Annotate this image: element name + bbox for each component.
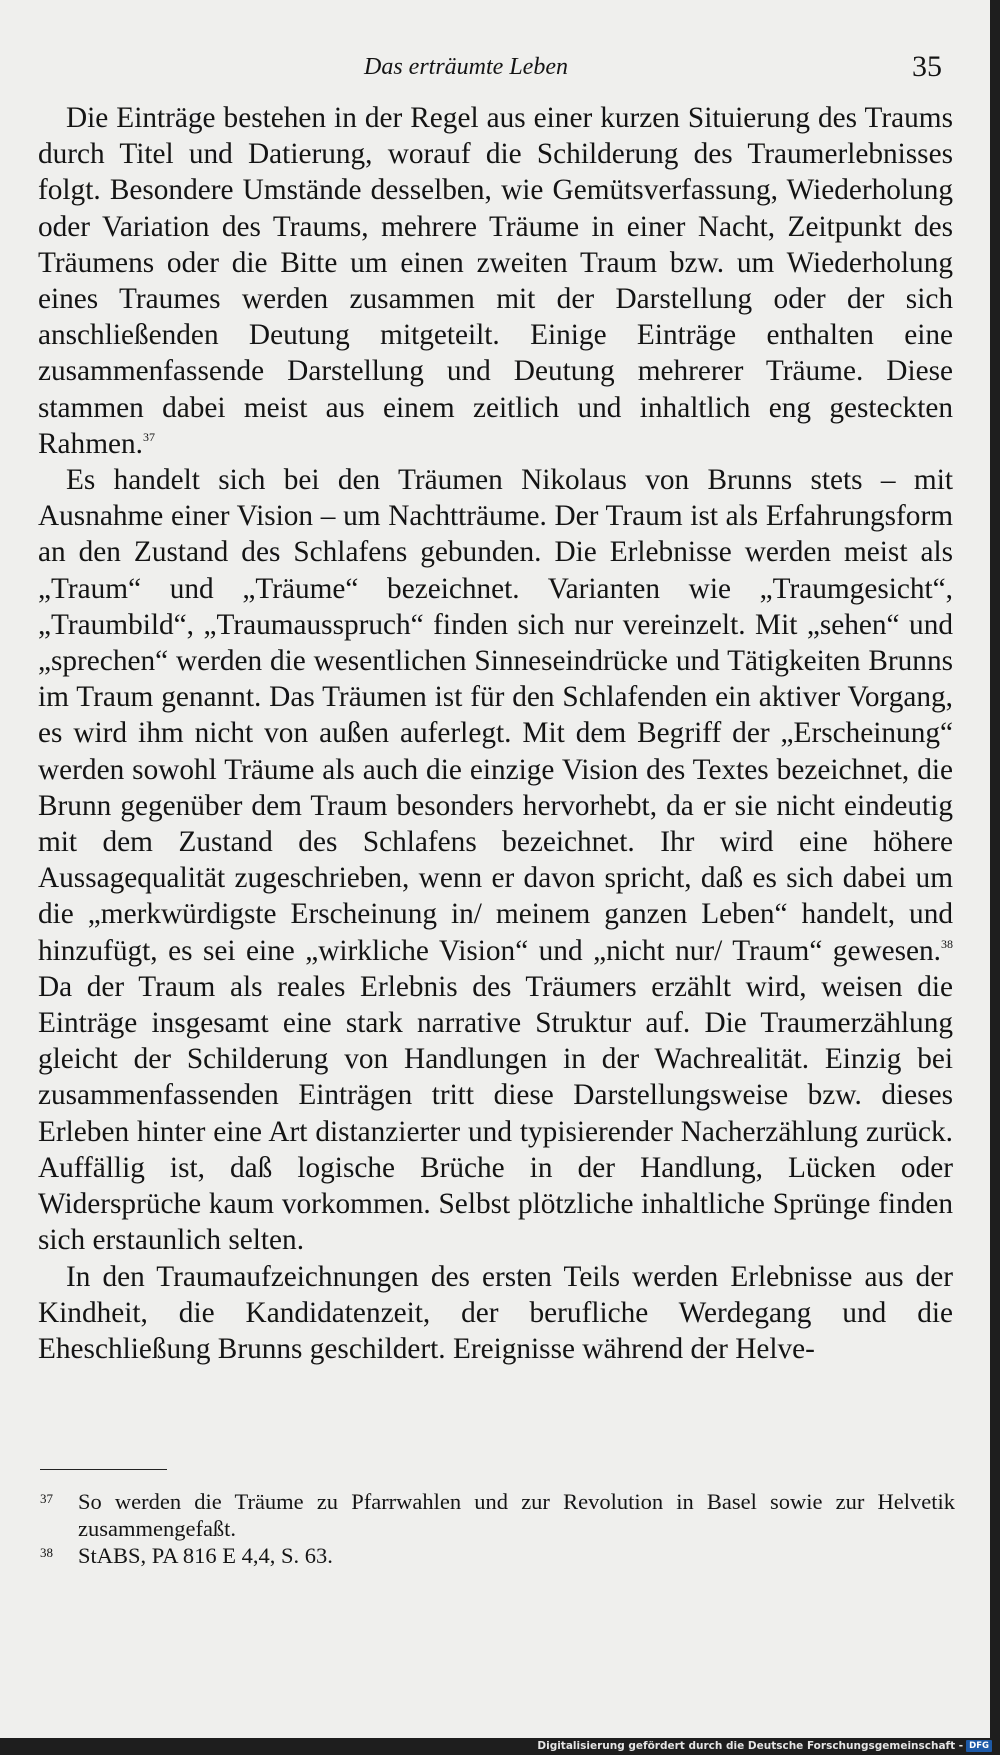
paragraph <box>38 1259 953 1368</box>
footnotes <box>40 1489 955 1571</box>
dfg-logo-icon: DFG <box>966 1740 992 1752</box>
running-head <box>0 50 990 90</box>
footnote-text: StABS, PA 816 E 4,4, S. 63. <box>78 1543 333 1568</box>
footnote-number: 37 <box>40 1491 53 1506</box>
running-title: Das erträumte Leben <box>364 54 568 80</box>
paragraph-text: Die Einträge bestehen in der Regel aus einer kurzen Situierung des Traums durch Titel und Datierung, worauf die Schilderung des Traumerlebnisses folgt. Besondere Umstände desselben, wie Gemütsverfassung, Wiederholung oder Variation des Traums, mehrere Träume in einer Nacht, Zeitpunkt des Träumens oder die Bitte um einen zweiten Traum bzw. um Wiederholung eines Traumes werden zusammen mit der Darstellung oder der sich anschließenden Deutung mitgeteilt. Einige Einträge enthalten eine zusammenfassende Darstellung und Deutung mehrerer Träume. Diese stammen dabei meist aus einem zeitlich und inhaltlich eng gesteckten Rahmen. <box>38 102 953 460</box>
credit-text: Digitalisierung gefördert durch die Deutsche Forschungsgemeinschaft - <box>537 1740 964 1752</box>
footnote-rule <box>40 1469 167 1470</box>
footnote-ref-37[interactable]: 37 <box>142 429 155 444</box>
footnote-ref-38[interactable]: 38 <box>941 936 953 951</box>
paragraph-text: Da der Traum als reales Erlebnis des Träumers erzählt wird, weisen die Einträge insgesamt eine stark narrative Struktur auf. Die Traumerzählung gleicht der Schilderung von Handlungen in der Wachrealität. Einzig bei zusammenfassenden Einträgen tritt diese Darstellungsweise bzw. dieses Erleben hinter eine Art distanzierter und typisierender Nacherzählung zurück. Auffällig ist, daß logische Brüche in der Handlung, Lücken oder Widersprüche kaum vorkommen. Selbst plötzliche inhaltliche Sprünge finden sich erstaunlich selten. <box>38 970 953 1257</box>
digitization-credit <box>537 1740 992 1752</box>
paragraph <box>38 100 953 462</box>
footnote-37 <box>40 1489 955 1542</box>
body-text <box>38 100 953 1367</box>
footnote-38 <box>40 1543 955 1570</box>
footnote-number: 38 <box>40 1545 53 1560</box>
page-number: 35 <box>912 50 942 83</box>
paragraph-text: In den Traumaufzeichnungen des ersten Teils werden Erlebnisse aus der Kindheit, die Kandidatenzeit, der berufliche Werdegang und die Eheschließung Brunns geschildert. Ereignisse während der Helve- <box>38 1260 953 1365</box>
footnote-text: So werden die Träume zu Pfarrwahlen und zur Revolution in Basel sowie zur Helvetik zusammengefaßt. <box>78 1489 955 1541</box>
paragraph-text: Es handelt sich bei den Träumen Nikolaus von Brunns stets – mit Ausnahme einer Vision – um Nachtträume. Der Traum ist als Erfahrungsform an den Zustand des Schlafens gebunden. Die Erlebnisse werden meist als „Traum“ und „Träume“ bezeichnet. Varianten wie „Traumgesicht“, „Traumbild“, „Traumausspruch“ finden sich nur vereinzelt. Mit „sehen“ und „sprechen“ werden die wesentlichen Sinneseindrücke und Tätigkeiten Brunns im Traum genannt. Das Träumen ist für den Schlafenden ein aktiver Vorgang, es wird ihm nicht von außen auferlegt. Mit dem Begriff der „Erscheinung“ werden sowohl Träume als auch die einzige Vision des Textes bezeichnet, die Brunn gegenüber dem Traum besonders hervorhebt, da er sie nicht eindeutig mit dem Zustand des Schlafens bezeichnet. Ihr wird eine höhere Aussagequalität zugeschrieben, wenn er davon spricht, daß es sich dabei um die „merkwürdigste Erscheinung in/ meinem ganzen Leben“ handelt, und hinzufügt, es sei eine „wirkliche Vision“ und „nicht nur/ Traum“ gewesen. <box>38 464 953 967</box>
paragraph <box>38 462 953 1258</box>
